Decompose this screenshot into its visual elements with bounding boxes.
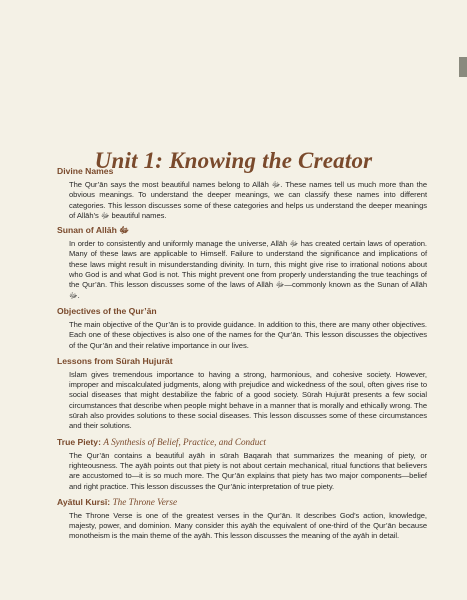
section-heading-text: Lessons from Sūrah Hujurāt [57,355,173,366]
section-divine-names [57,166,427,221]
section-body: In order to consistently and uniformly manage the universe, Allāh ﷻ has created certain laws of operation. Many of these laws are applicable to Himself. Failure to understand the significance and implications of these laws might result in misunderstanding divinity. In turn, this might give rise to irrational notions about who God is and what God is not. This might prevent one from properly understanding the true teachings of the Qur’ān. This lesson discusses some of the laws of Allāh ﷻ—commonly known as the Sunan of Allāh ﷻ. [69,239,427,300]
section-heading-text: Sunan of Allāh ﷻ [57,225,129,236]
section-objectives-of-quran [57,306,427,351]
section-subheading: A Synthesis of Belief, Practice, and Conduct [103,436,266,447]
section-heading [57,437,427,448]
section-lessons-surah-hujurat [57,356,427,432]
section-heading-text: Objectives of the Qur’ān [57,305,157,316]
section-heading [57,306,427,317]
section-body: Islam gives tremendous importance to having a strong, harmonious, and cohesive society. However, improper and miscalculated judgments, along with prejudice and wickedness of the soul, often gives rise to social diseases that might destabilize the fabric of a good society. Sūrah Hujurāt presents a few social circumstances that describe when people might behave in a manner that is morally and ethically wrong. The sūrah also provides solutions to these social diseases. This lesson discusses some of these circumstances and their solutions. [69,369,427,431]
section-body: The Qur’ān contains a beautiful ayāh in sūrah Baqarah that summarizes the meaning of piety, or righteousness. The ayāh points out that piety is not about certain mechanical, ritual functions that believers are accustomed to—it is so much more. The Qur’ān explains that piety has two major components—belief and right practice. This lesson discusses the Qur’ānic interpretation of true piety. [69,450,427,491]
lesson-list [57,166,427,542]
section-heading-text: Divine Names [57,166,114,176]
section-sunan-of-allah [57,225,427,301]
section-heading-text: Ayātul Kursī: [57,496,111,507]
section-body: The main objective of the Qur’ān is to provide guidance. In addition to this, there are many other objectives. Each one of these objectives is also one of the names for the Qur’ān. This lesson discusses the objectives of the Qur’ān and their relative importance in our lives. [69,319,427,350]
unit-title: Unit 1: Knowing the Creator [94,148,373,174]
section-heading-text: True Piety: [57,436,101,447]
section-heading [57,497,427,508]
section-true-piety [57,437,427,492]
section-body: The Qur’ān says the most beautiful names belong to Allāh ﷻ. These names tell us much more than the obvious meanings. To understand the deeper meanings, we can classify these names into different categories. This lesson discusses some of these categories and helps us understand the deeper meanings of Allāh’s ﷻ beautiful names. [69,180,428,220]
section-heading [57,225,427,236]
section-body: The Throne Verse is one of the greatest verses in the Qur’ān. It describes God’s action, knowledge, majesty, power, and dominion. Many consider this ayāh the equivalent of one-third of the Qur’ān because monotheism is the main theme of the ayāh. This lesson discusses the meaning of the ayāh in detail. [69,510,427,541]
section-subheading: The Throne Verse [112,496,178,507]
section-ayatul-kursi [57,497,427,542]
section-heading [57,356,427,367]
page-edge-tab [459,57,467,77]
section-heading [57,166,427,177]
